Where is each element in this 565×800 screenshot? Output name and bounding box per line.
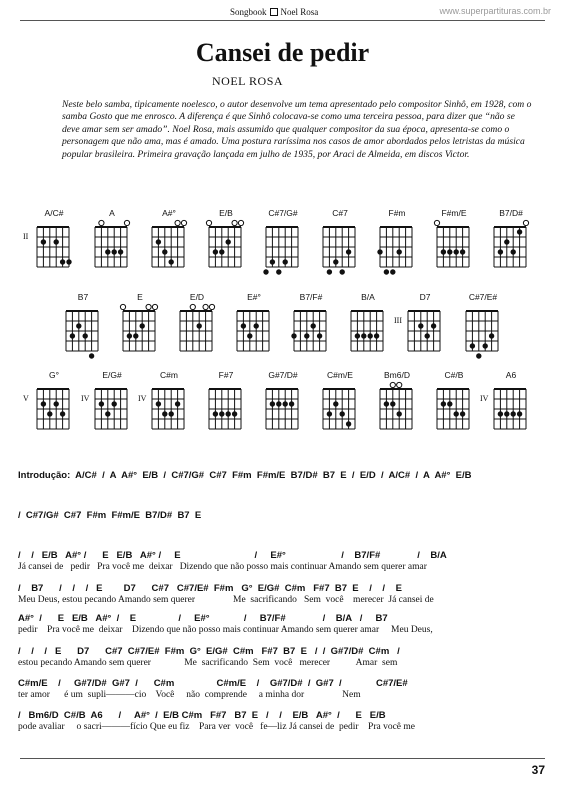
chord-name: A/C# [44, 208, 64, 218]
finger-dot [276, 269, 281, 274]
finger-dot [60, 411, 65, 416]
finger-dot [247, 333, 252, 338]
chord-name: G#7/D# [268, 370, 298, 380]
fret-position: II [23, 232, 29, 241]
finger-dot [504, 239, 509, 244]
finger-dot [76, 323, 81, 328]
finger-dot [340, 411, 345, 416]
finger-dot [66, 259, 71, 264]
finger-dot [169, 411, 174, 416]
finger-dot [47, 411, 52, 416]
fretboard [122, 303, 156, 357]
finger-dot [105, 411, 110, 416]
finger-dot [112, 249, 117, 254]
chord-line: / Bm6/D C#/B A6 / A#° / E/B C#m F#7 B7 E / / E/B A#° / E E/B [18, 710, 386, 721]
lyric-line: estou pecando Amando sem querer Me sacrificando Sem você merecer Amar sem [18, 658, 398, 668]
finger-dot [460, 411, 465, 416]
chord-name: F#m [388, 208, 406, 218]
finger-dot [447, 249, 452, 254]
fretboard [94, 219, 128, 273]
finger-dot [41, 401, 46, 406]
open-string-marker [209, 304, 214, 309]
finger-dot [283, 401, 288, 406]
watermark: www.superpartituras.com.br [439, 6, 551, 16]
chord-line: Introdução: A/C# / A A#° E/B / C#7/G# C#7 F#m F#m/E B7/D# B7 E / E/D / A/C# / A A#° E/B [18, 470, 472, 481]
finger-dot [112, 401, 117, 406]
finger-dot [390, 269, 395, 274]
finger-dot [270, 259, 275, 264]
fretboard [436, 381, 470, 435]
finger-dot [517, 411, 522, 416]
book-name: Songbook [230, 7, 267, 17]
fretboard [265, 219, 299, 273]
fretboard [208, 381, 242, 435]
open-string-marker [124, 220, 129, 225]
finger-dot [377, 249, 382, 254]
lyric-line: pedir Pra você me deixar Dizendo que não posso mais continuar Amando sem querer amar Meu Deus, [18, 625, 433, 635]
chord-name: A6 [505, 370, 517, 380]
chord-name: B7/D# [499, 208, 523, 218]
finger-dot [418, 323, 423, 328]
fretboard [379, 381, 413, 435]
footer-rule [20, 758, 545, 759]
finger-dot [498, 411, 503, 416]
chord-name: E/B [219, 208, 233, 218]
chord-name: E [137, 292, 143, 302]
fretboard [493, 381, 527, 435]
chord-name: G° [48, 370, 59, 380]
lyric-line: Meu Deus, estou pecando Amando sem querer Me sacrificando Sem você merecer Já cansei de [18, 595, 434, 605]
finger-dot [327, 269, 332, 274]
open-string-marker [146, 304, 151, 309]
finger-dot [219, 411, 224, 416]
chord-name: E#° [247, 292, 261, 302]
finger-dot [197, 323, 202, 328]
finger-dot [498, 249, 503, 254]
finger-dot [489, 333, 494, 338]
fretboard [465, 303, 499, 357]
finger-dot [425, 333, 430, 338]
finger-dot [133, 333, 138, 338]
finger-dot [431, 323, 436, 328]
page-number: 37 [531, 763, 545, 777]
fretboard [236, 303, 270, 357]
lyric-line: ter amor é um supli———cio Você não comprende a minha dor Nem [18, 690, 361, 700]
fret-position: III [394, 316, 402, 325]
chord-name: E/G# [102, 370, 122, 380]
finger-dot [470, 343, 475, 348]
fret-position: IV [138, 394, 147, 403]
open-string-marker [232, 220, 237, 225]
finger-dot [140, 323, 145, 328]
intro-paragraph: Neste belo samba, tipicamente noelesco, o autor desenvolve um tema apresentado pelo compositor Sinhô, em 1928, com o samba Gosto que me enrosco. A diferença é que Sinhô colocava-se como uma terceira pessoa, para dizer que “não se deve amar sem ser amado”. Noel Rosa, mais assumido que qualquer compositor da sua época, apresenta-se como o personagem que não ama, mas é amado. Uma postura raríssima nos casos de amor abordados pelos letristas da música popular brasileira. Primeira gravação lançada em julho de 1935, por Araci de Almeida, em discos Victor. [62, 99, 532, 160]
finger-dot [390, 401, 395, 406]
chord-line: / C#7/G# C#7 F#m F#m/E B7/D# B7 E [18, 510, 202, 521]
artist-name: Noel Rosa [280, 7, 319, 17]
fretboard [208, 219, 242, 273]
finger-dot [118, 249, 123, 254]
fretboard [407, 303, 441, 357]
lyric-line: pode avaliar o sacri———fício Que eu fiz Para ver você fe—liz Já cansei de pedir Pra você me [18, 722, 415, 732]
finger-dot [226, 411, 231, 416]
chord-name: A [109, 208, 115, 218]
finger-dot [213, 249, 218, 254]
fretboard [322, 381, 356, 435]
fretboard [350, 303, 384, 357]
open-string-marker [206, 220, 211, 225]
chord-name: C#7 [332, 208, 348, 218]
chord-name: C#7/G# [268, 208, 298, 218]
fretboard [65, 303, 99, 357]
finger-dot [169, 259, 174, 264]
finger-dot [346, 249, 351, 254]
chord-line: / / / E D7 C#7 C#7/E# F#m G° E/G# C#m F#7 B7 E / / G#7/D# C#m / [18, 646, 400, 657]
chord-name: C#m/E [327, 370, 353, 380]
finger-dot [311, 323, 316, 328]
finger-dot [454, 411, 459, 416]
finger-dot [397, 249, 402, 254]
finger-dot [54, 239, 59, 244]
open-string-marker [523, 220, 528, 225]
chord-name: C#7/E# [468, 292, 498, 302]
finger-dot [83, 333, 88, 338]
finger-dot [156, 239, 161, 244]
finger-dot [441, 401, 446, 406]
open-string-marker [99, 220, 104, 225]
fretboard [322, 219, 356, 273]
open-string-marker [397, 382, 402, 387]
finger-dot [368, 333, 373, 338]
finger-dot [361, 333, 366, 338]
finger-dot [355, 333, 360, 338]
finger-dot [447, 401, 452, 406]
finger-dot [213, 411, 218, 416]
finger-dot [127, 333, 132, 338]
fretboard [493, 219, 527, 273]
finger-dot [504, 411, 509, 416]
finger-dot [374, 333, 379, 338]
finger-dot [41, 239, 46, 244]
fret-position: IV [81, 394, 90, 403]
open-string-marker [190, 304, 195, 309]
finger-dot [397, 411, 402, 416]
fretboard [265, 381, 299, 435]
finger-dot [460, 249, 465, 254]
finger-dot [454, 249, 459, 254]
song-author: NOEL ROSA [212, 74, 284, 88]
fretboard [36, 381, 70, 435]
song-title: Cansei de pedir [195, 38, 370, 67]
header-rule [20, 20, 545, 21]
finger-dot [219, 249, 224, 254]
chord-name: C#/B [444, 370, 464, 380]
finger-dot [54, 401, 59, 406]
chord-name: B/A [361, 292, 375, 302]
finger-dot [232, 411, 237, 416]
chord-name: C#m [160, 370, 178, 380]
finger-dot [289, 401, 294, 406]
chord-name: E/D [189, 292, 205, 302]
lyric-line: Já cansei de pedir Pra você me deixar Dizendo que não posso mais continuar Amando sem querer amar [18, 562, 427, 572]
chord-name: F#7 [218, 370, 234, 380]
finger-dot [317, 333, 322, 338]
finger-dot [60, 259, 65, 264]
finger-dot [105, 249, 110, 254]
chord-name: F#m/E [441, 208, 467, 218]
fret-position: V [23, 394, 29, 403]
open-string-marker [434, 220, 439, 225]
finger-dot [270, 401, 275, 406]
finger-dot [175, 401, 180, 406]
finger-dot [156, 401, 161, 406]
chord-name: D7 [419, 292, 431, 302]
finger-dot [70, 333, 75, 338]
fretboard [436, 219, 470, 273]
finger-dot [327, 411, 332, 416]
open-string-marker [203, 304, 208, 309]
open-string-marker [152, 304, 157, 309]
finger-dot [511, 249, 516, 254]
open-string-marker [238, 220, 243, 225]
fretboard [94, 381, 128, 435]
finger-dot [483, 343, 488, 348]
fretboard [151, 219, 185, 273]
fretboard [379, 219, 413, 273]
fret-position: IV [480, 394, 489, 403]
fretboard [36, 219, 70, 273]
chord-name: B7/F# [299, 292, 323, 302]
finger-dot [291, 333, 296, 338]
finger-dot [441, 249, 446, 254]
open-string-marker [120, 304, 125, 309]
finger-dot [511, 411, 516, 416]
fretboard [151, 381, 185, 435]
finger-dot [283, 259, 288, 264]
finger-dot [162, 411, 167, 416]
finger-dot [340, 269, 345, 274]
separator-icon [270, 8, 278, 16]
finger-dot [346, 421, 351, 426]
finger-dot [476, 353, 481, 358]
chord-line: A#° / E E/B A#° / E / E#° / B7/F# / B/A / B7 [18, 613, 388, 624]
finger-dot [384, 269, 389, 274]
running-header [230, 7, 318, 17]
finger-dot [304, 333, 309, 338]
finger-dot [226, 239, 231, 244]
finger-dot [241, 323, 246, 328]
fretboard [293, 303, 327, 357]
finger-dot [517, 229, 522, 234]
chord-name: Bm6/D [384, 370, 410, 380]
chord-name: A#° [162, 208, 176, 218]
finger-dot [384, 401, 389, 406]
chord-name: B7 [77, 292, 89, 302]
finger-dot [254, 323, 259, 328]
finger-dot [333, 259, 338, 264]
chord-line: / / E/B A#° / E E/B A#° / E / E#° / B7/F# / B/A [18, 550, 447, 561]
finger-dot [263, 269, 268, 274]
open-string-marker [390, 382, 395, 387]
finger-dot [99, 401, 104, 406]
finger-dot [89, 353, 94, 358]
open-string-marker [181, 220, 186, 225]
finger-dot [162, 249, 167, 254]
open-string-marker [175, 220, 180, 225]
finger-dot [276, 401, 281, 406]
fretboard [179, 303, 213, 357]
finger-dot [333, 401, 338, 406]
chord-line: / B7 / / / E D7 C#7 C#7/E# F#m G° E/G# C#m F#7 B7 E / / E [18, 583, 402, 594]
chord-line: C#m/E / G#7/D# G#7 / C#m C#m/E / G#7/D# / G#7 / C#7/E# [18, 678, 408, 689]
